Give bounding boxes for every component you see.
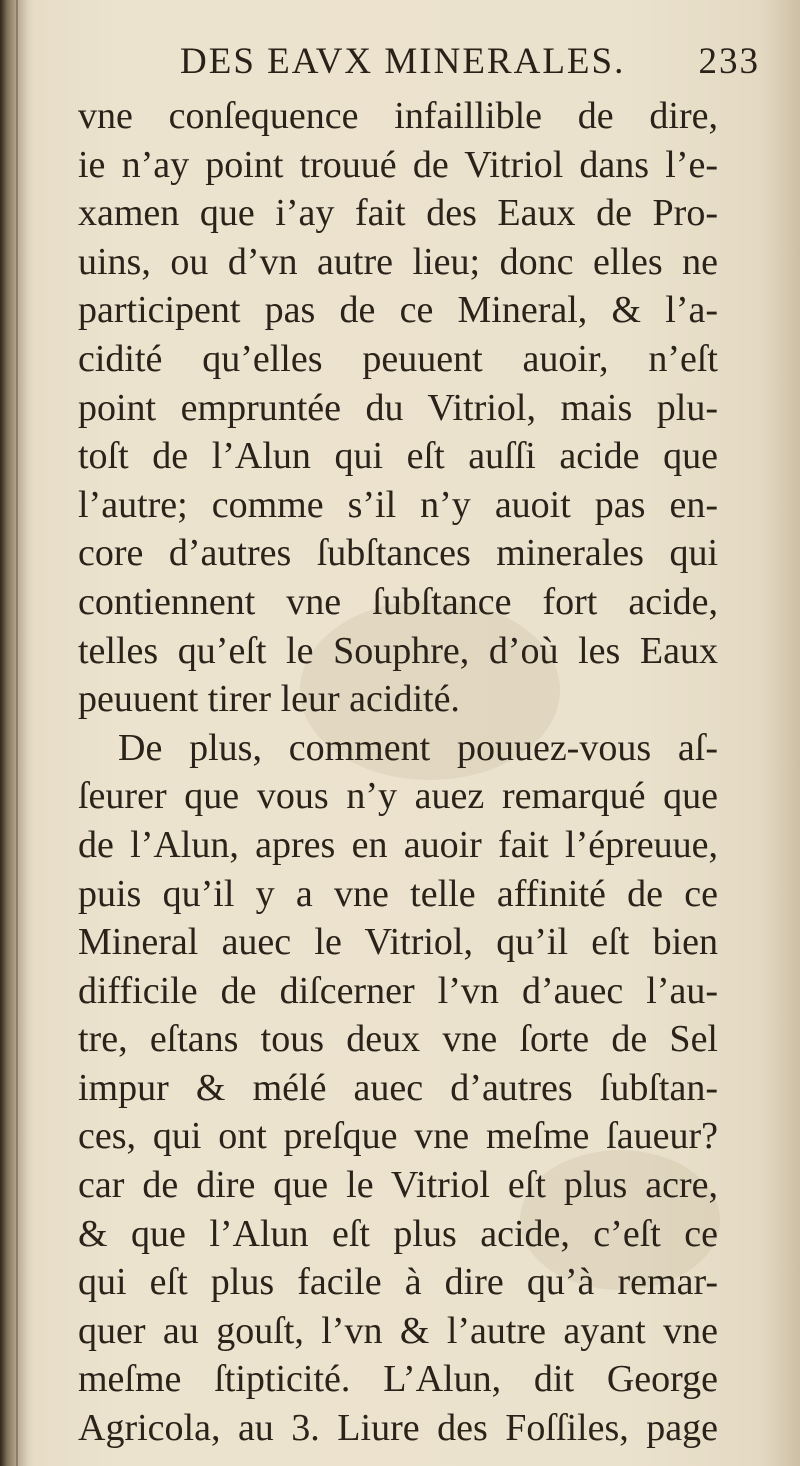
text-line: toſt de l’Alun qui eſt auſſi acide que <box>78 435 718 478</box>
text-line: quer au gouſt, l’vn & l’autre ayant vne <box>78 1309 718 1352</box>
text-line: core d’autres ſubſtances minerales qui <box>78 532 718 575</box>
text-line: puis qu’il y a vne telle affinité de ce <box>78 872 718 915</box>
paragraph-end-line: peuuent tirer leur acidité. <box>78 678 460 721</box>
text-line: cidité qu’elles peuuent auoir, n’eſt <box>78 337 718 380</box>
text-line: telles qu’eſt le Souphre, d’où les Eaux <box>78 629 718 672</box>
text-line: & que l’Alun eſt plus acide, c’eſt ce <box>78 1212 718 1255</box>
running-head <box>180 40 760 92</box>
text-line: Agricola, au 3. Liure des Foſſiles, page <box>78 1407 718 1450</box>
text-line: ie n’ay point trouué de Vitriol dans l’e- <box>78 143 718 186</box>
text-line: uins, ou d’vn autre lieu; donc elles ne <box>78 240 718 283</box>
text-line: ſeurer que vous n’y auez remarqué que <box>78 775 718 818</box>
text-line: l’autre; comme s’il n’y auoit pas en- <box>78 483 718 526</box>
text-line: participent pas de ce Mineral, & l’a- <box>78 289 718 332</box>
paragraph-start-line: De plus, comment pouuez-vous aſ- <box>118 726 718 769</box>
running-head-title: DES EAVX MINERALES. <box>180 41 626 82</box>
text-line: car de dire que le Vitriol eſt plus acre, <box>78 1164 718 1207</box>
text-line: point empruntée du Vitriol, mais plu- <box>78 386 718 429</box>
text-line: de l’Alun, apres en auoir fait l’épreuue, <box>78 823 718 866</box>
text-line: ces, qui ont preſque vne meſme ſaueur? <box>78 1115 718 1158</box>
page-edge <box>16 0 18 1466</box>
text-line: qui eſt plus facile à dire qu’à remar- <box>78 1261 718 1304</box>
page-number: 233 <box>698 41 760 82</box>
text-line: impur & mélé auec d’autres ſubſtan- <box>78 1066 718 1109</box>
body-text <box>78 92 718 1453</box>
text-line: meſme ſtipticité. L’Alun, dit George <box>78 1358 718 1401</box>
text-line: xamen que i’ay fait des Eaux de Pro- <box>78 192 718 235</box>
text-line: tre, eſtans tous deux vne ſorte de Sel <box>78 1018 718 1061</box>
text-line: vne conſequence infaillible de dire, <box>78 95 718 137</box>
text-line: difficile de diſcerner l’vn d’auec l’au- <box>78 969 718 1012</box>
text-line: Mineral auec le Vitriol, qu’il eſt bien <box>78 921 718 964</box>
text-line: contiennent vne ſubſtance fort acide, <box>78 580 718 623</box>
